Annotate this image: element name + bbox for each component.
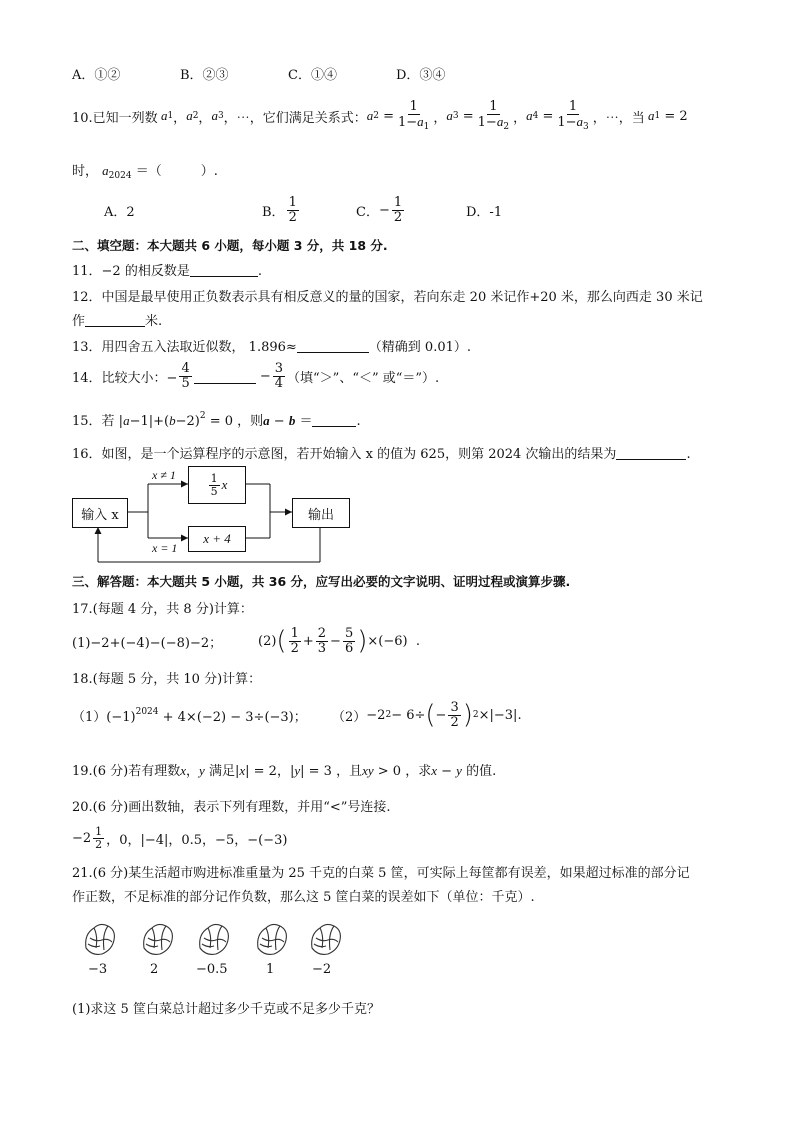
- q21-line2: 作正数，不足标准的部分记作负数，那么这 5 筐白菜的误差如下（单位：千克）.: [72, 890, 535, 905]
- q18-heading: 18.(每题 5 分，共 10 分)计算：: [72, 672, 262, 687]
- cabbage-icon: [306, 918, 346, 958]
- cabbage-icon: [138, 918, 178, 958]
- q9-option-d: D．③④: [396, 68, 446, 83]
- q10-when: ，⋯，当: [592, 110, 645, 126]
- q12-line1: 12．中国是最早使用正负数表示具有相反意义的量的国家，若向东走 20 米记作+20 米，那么向西走 30 米记: [72, 290, 703, 305]
- q10-line2: 时， $a_{2024}$ ＝（ ）.: [72, 163, 218, 181]
- cabbage-icon: [252, 918, 292, 958]
- q21-error-3: −0.5: [196, 962, 228, 977]
- q15: 15．若 $|a-1|+(b-2)^2 = 0$ ，则a − b ＝ .: [72, 411, 361, 429]
- flowchart-input-box: 输入 x: [72, 498, 128, 528]
- flowchart-top-label: x ≠ 1: [152, 468, 176, 482]
- q10-intro: 10.已知一列数: [72, 110, 158, 126]
- flowchart-op-top: $\frac{1}{5}$ x: [188, 466, 246, 504]
- cabbage-icon: [80, 918, 120, 958]
- section-2-heading: 二、填空题：本大题共 6 小题，每小题 3 分，共 18 分.: [72, 238, 388, 253]
- q14: 14．比较大小：− $\frac{4}{5}$ − $\frac{3}{4}$ （填“＞”、“＜” 或“＝”）.: [72, 360, 440, 391]
- q12-line2: 作 米.: [72, 314, 163, 329]
- q10-option-c: C． − $\frac{1}{2}$: [356, 194, 403, 225]
- q21-error-1: −3: [88, 962, 108, 977]
- q21-error-2: 2: [150, 962, 159, 977]
- flowchart-output-box: 输出: [292, 498, 350, 528]
- q21-part1: (1)求这 5 筐白菜总计超过多少千克或不足多少千克？: [72, 1002, 380, 1017]
- flowchart-op-bottom: x + 4: [188, 526, 246, 552]
- q20-values: −2 $\frac{1}{2}$ ， 0，|−4|，0.5，−5，−(−3): [72, 824, 288, 851]
- q10-option-a: A．2: [104, 204, 135, 220]
- section-3-heading: 三、解答题：本大题共 5 小题，共 36 分，应写出必要的文字说明、证明过程或演算步骤.: [72, 574, 571, 589]
- q10-line1: 10.已知一列数 a 1 ， a 2 ， a 3 ，⋯ ，它们满足关系式： a 2 = $\frac{1}{1-a_1}$ ， a 3 = $\frac{1}{1-a_2}$ ， a 4 = $\frac{1}{1-a_3}$ ，⋯，当 a 1 = 2: [72, 98, 688, 132]
- flowchart-bottom-label: x = 1: [152, 541, 178, 555]
- q9-option-b: B．②③: [180, 68, 229, 83]
- q10-option-d: D．-1: [466, 204, 503, 220]
- q9-option-c: C．①④: [288, 68, 337, 83]
- q21-error-5: −2: [312, 962, 332, 977]
- q19: 19.(6 分)若有理数x，y 满足|x| = 2，|y| = 3 ，且xy > 0 ，求x − y 的值.: [72, 763, 497, 779]
- q17-heading: 17.(每题 4 分，共 8 分)计算：: [72, 602, 253, 617]
- cabbage-icon: [194, 918, 234, 958]
- q10-option-b: B． $\frac{1}{2}$: [262, 194, 297, 225]
- q17-part1: (1)−2+(−4)−(−8)−2；: [72, 636, 223, 651]
- q18-part2: （2） −2 2 − 6÷ ( − $\frac{3}{2}$ ) 2 ×|−3|.: [332, 699, 522, 730]
- q9-option-a: A．①②: [72, 68, 121, 83]
- q18-part1: $(1)(-1)^{2024} + 4\times(-2) - 3\div(-3)$；: [72, 707, 307, 725]
- q20-heading: 20.(6 分)画出数轴，表示下列有理数，并用“<”号连接.: [72, 800, 391, 815]
- q10-relation: ，它们满足关系式：: [249, 110, 367, 126]
- q11: 11．−2 的相反数是 .: [72, 264, 262, 279]
- q17-part2: (2) ( $\frac{1}{2}$ + $\frac{2}{3}$ − $\frac{5}{6}$ ) ×(−6) .: [258, 625, 420, 656]
- q13: 13．用四舍五入法取近似数， 1.896≈ （精确到 0.01）.: [72, 340, 472, 355]
- q21-error-4: 1: [266, 962, 275, 977]
- q21-line1: 21.(6 分)某生活超市购进标准重量为 25 千克的白菜 5 筐，可实际上每筐都有误差，如果超过标准的部分记: [72, 866, 690, 881]
- q16: 16．如图，是一个运算程序的示意图，若开始输入 x 的值为 625，则第 2024 次输出的结果为 .: [72, 447, 691, 462]
